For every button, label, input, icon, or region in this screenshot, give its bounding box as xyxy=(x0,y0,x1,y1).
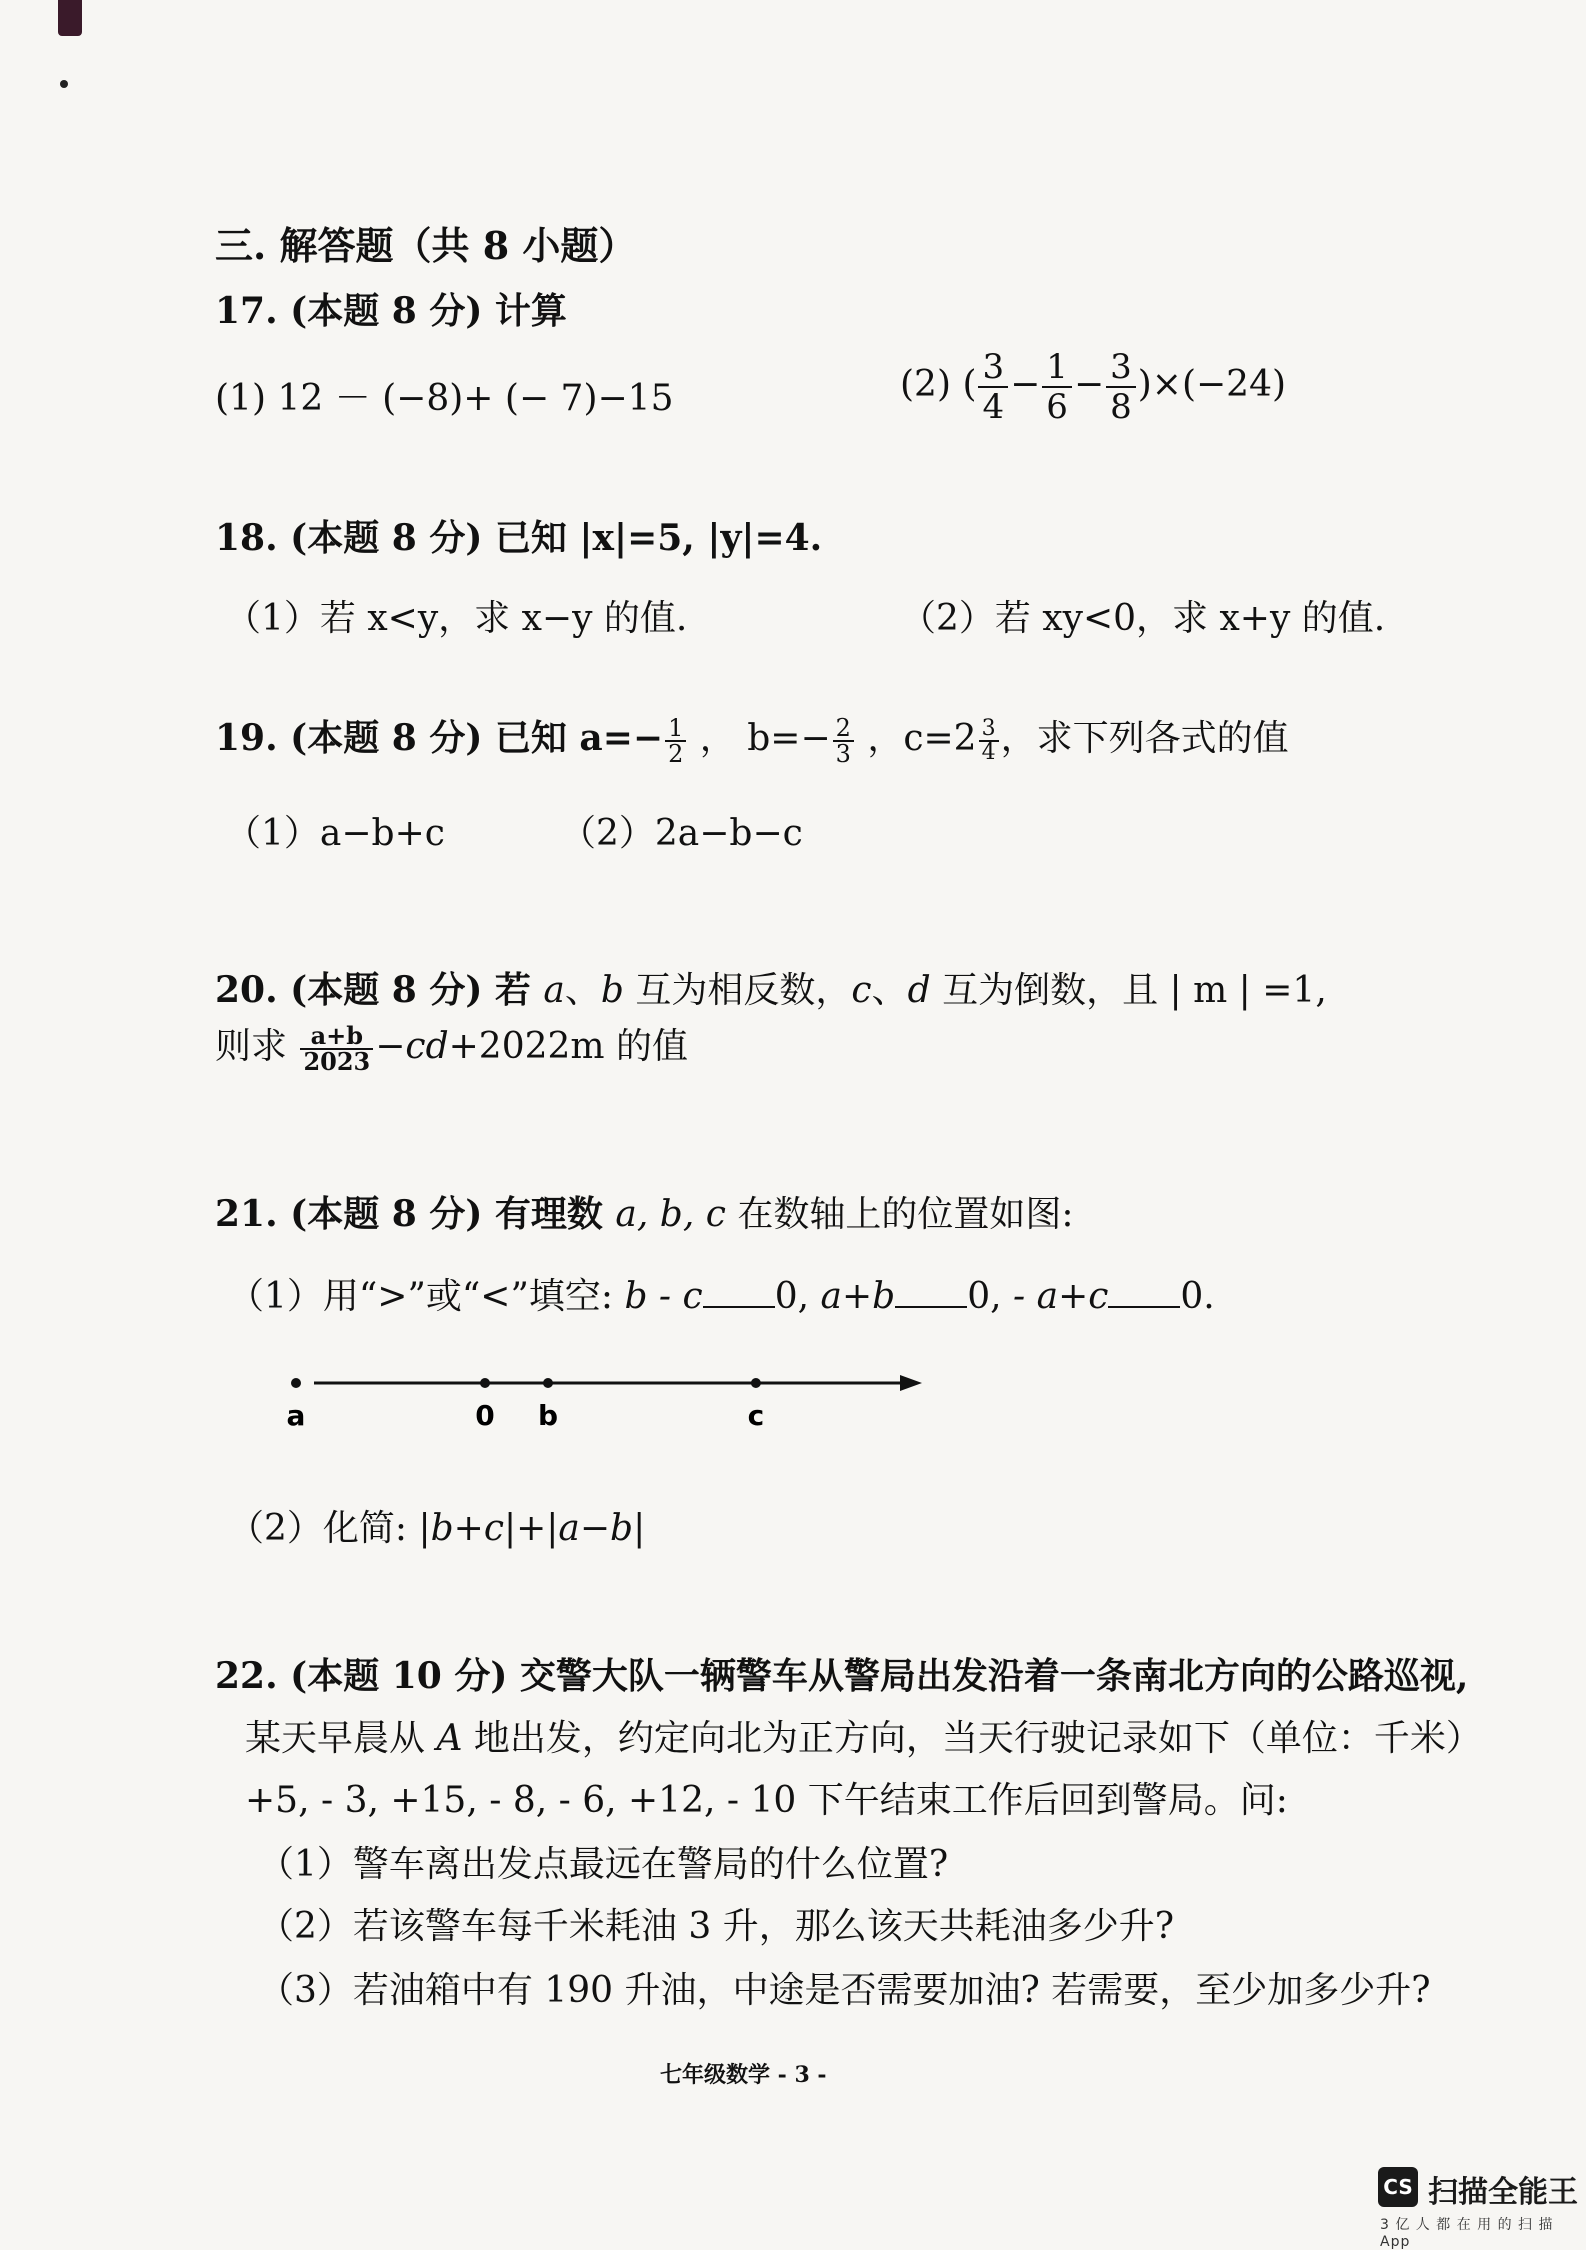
q20-line2: 则求 $\frac{a+b}{2023}$ −cd+2022m 的值 xyxy=(215,1021,689,1076)
camscanner-logo: CS xyxy=(1378,2167,1418,2207)
answer-blank-1[interactable] xyxy=(703,1276,775,1308)
answer-blank-3[interactable] xyxy=(1108,1276,1180,1308)
fraction-b: $\frac{2}{3}$ xyxy=(833,716,854,766)
fraction-a: $\frac{1}{2}$ xyxy=(665,716,686,766)
q19-part2: （2）2a−b−c xyxy=(560,813,803,854)
fraction-3-8: $\frac{3}{8}$ xyxy=(1106,348,1136,426)
number-line-label-a: a xyxy=(286,1399,306,1432)
number-line-point-a xyxy=(291,1378,301,1388)
q19-heading: 19. (本题 8 分) 已知 a=− $\frac{1}{2}$ ， b=− $\frac{2}{3}$ ，c=2 $\frac{3}{4}$ ，求下列各式的值 xyxy=(215,714,1289,768)
q21-part2: （2）化简: |b+c|+|a−b| xyxy=(228,1508,646,1549)
answer-blank-2[interactable] xyxy=(895,1276,967,1308)
q18-heading: 18. (本题 8 分) 已知 |x|=5, |y|=4. xyxy=(215,517,823,559)
q22-part3: （3）若油箱中有 190 升油，中途是否需要加油? 若需要，至少加多少升? xyxy=(258,1970,1431,2011)
q22-line2: 某天早晨从 A 地出发，约定向北为正方向，当天行驶记录如下（单位：千米） xyxy=(245,1718,1482,1759)
number-line-arrow xyxy=(900,1375,922,1391)
q18-part2: （2）若 xy<0，求 x+y 的值. xyxy=(900,598,1386,639)
scan-dot-mark xyxy=(60,80,68,88)
number-line-point-c xyxy=(751,1378,761,1388)
q22-record: +5, - 3, +15, - 8, - 6, +12, - 10 下午结束工作后回到警局。问: xyxy=(245,1780,1288,1821)
q22-part2: （2）若该警车每千米耗油 3 升，那么该天共耗油多少升? xyxy=(258,1906,1174,1947)
q22-heading: 22. (本题 10 分) 交警大队一辆警车从警局出发沿着一条南北方向的公路巡视, xyxy=(215,1655,1469,1697)
fraction-ab-2023: $\frac{a+b}{2023}$ xyxy=(300,1024,373,1074)
fraction-1-6: $\frac{1}{6}$ xyxy=(1042,348,1072,426)
page-footer: 七年级数学 - 3 - xyxy=(660,2062,827,2088)
number-line xyxy=(286,1355,940,1435)
number-line-point-b xyxy=(543,1378,553,1388)
number-line-point-0 xyxy=(480,1378,490,1388)
number-line-label-b: b xyxy=(537,1399,559,1432)
q18-part1: （1）若 x<y，求 x−y 的值. xyxy=(225,598,688,639)
scan-edge-mark xyxy=(58,0,82,36)
q17-part1: (1) 12 － (−8)+ (− 7)−15 xyxy=(215,378,674,419)
fraction-c: $\frac{3}{4}$ xyxy=(979,718,999,764)
q17-heading: 17. (本题 8 分) 计算 xyxy=(215,290,567,332)
q19-part1: （1）a−b+c xyxy=(225,813,445,854)
q21-part1: （1）用“>”或“<”填空: b - c 0, a+b 0, - a+c 0. xyxy=(228,1276,1215,1317)
q17-part2: (2) ( $\frac{3}{4}$ − $\frac{1}{6}$ − $\frac{3}{8}$ )×(−24) xyxy=(900,347,1287,427)
q22-part1: （1）警车离出发点最远在警局的什么位置? xyxy=(258,1844,949,1885)
fraction-3-4: $\frac{3}{4}$ xyxy=(978,348,1008,426)
number-line-label-0: 0 xyxy=(475,1399,495,1432)
section-title: 三. 解答题（共 8 小题） xyxy=(215,223,637,268)
q20-heading: 20. (本题 8 分) 若 a、b 互为相反数，c、d 互为倒数，且 | m | =1, xyxy=(215,969,1327,1011)
camscanner-name: 扫描全能王 xyxy=(1428,2175,1578,2210)
number-line-label-c: c xyxy=(747,1399,765,1432)
camscanner-tagline: 3 亿 人 都 在 用 的 扫 描 App xyxy=(1380,2217,1554,2250)
q21-heading: 21. (本题 8 分) 有理数 a, b, c 在数轴上的位置如图: xyxy=(215,1193,1074,1235)
